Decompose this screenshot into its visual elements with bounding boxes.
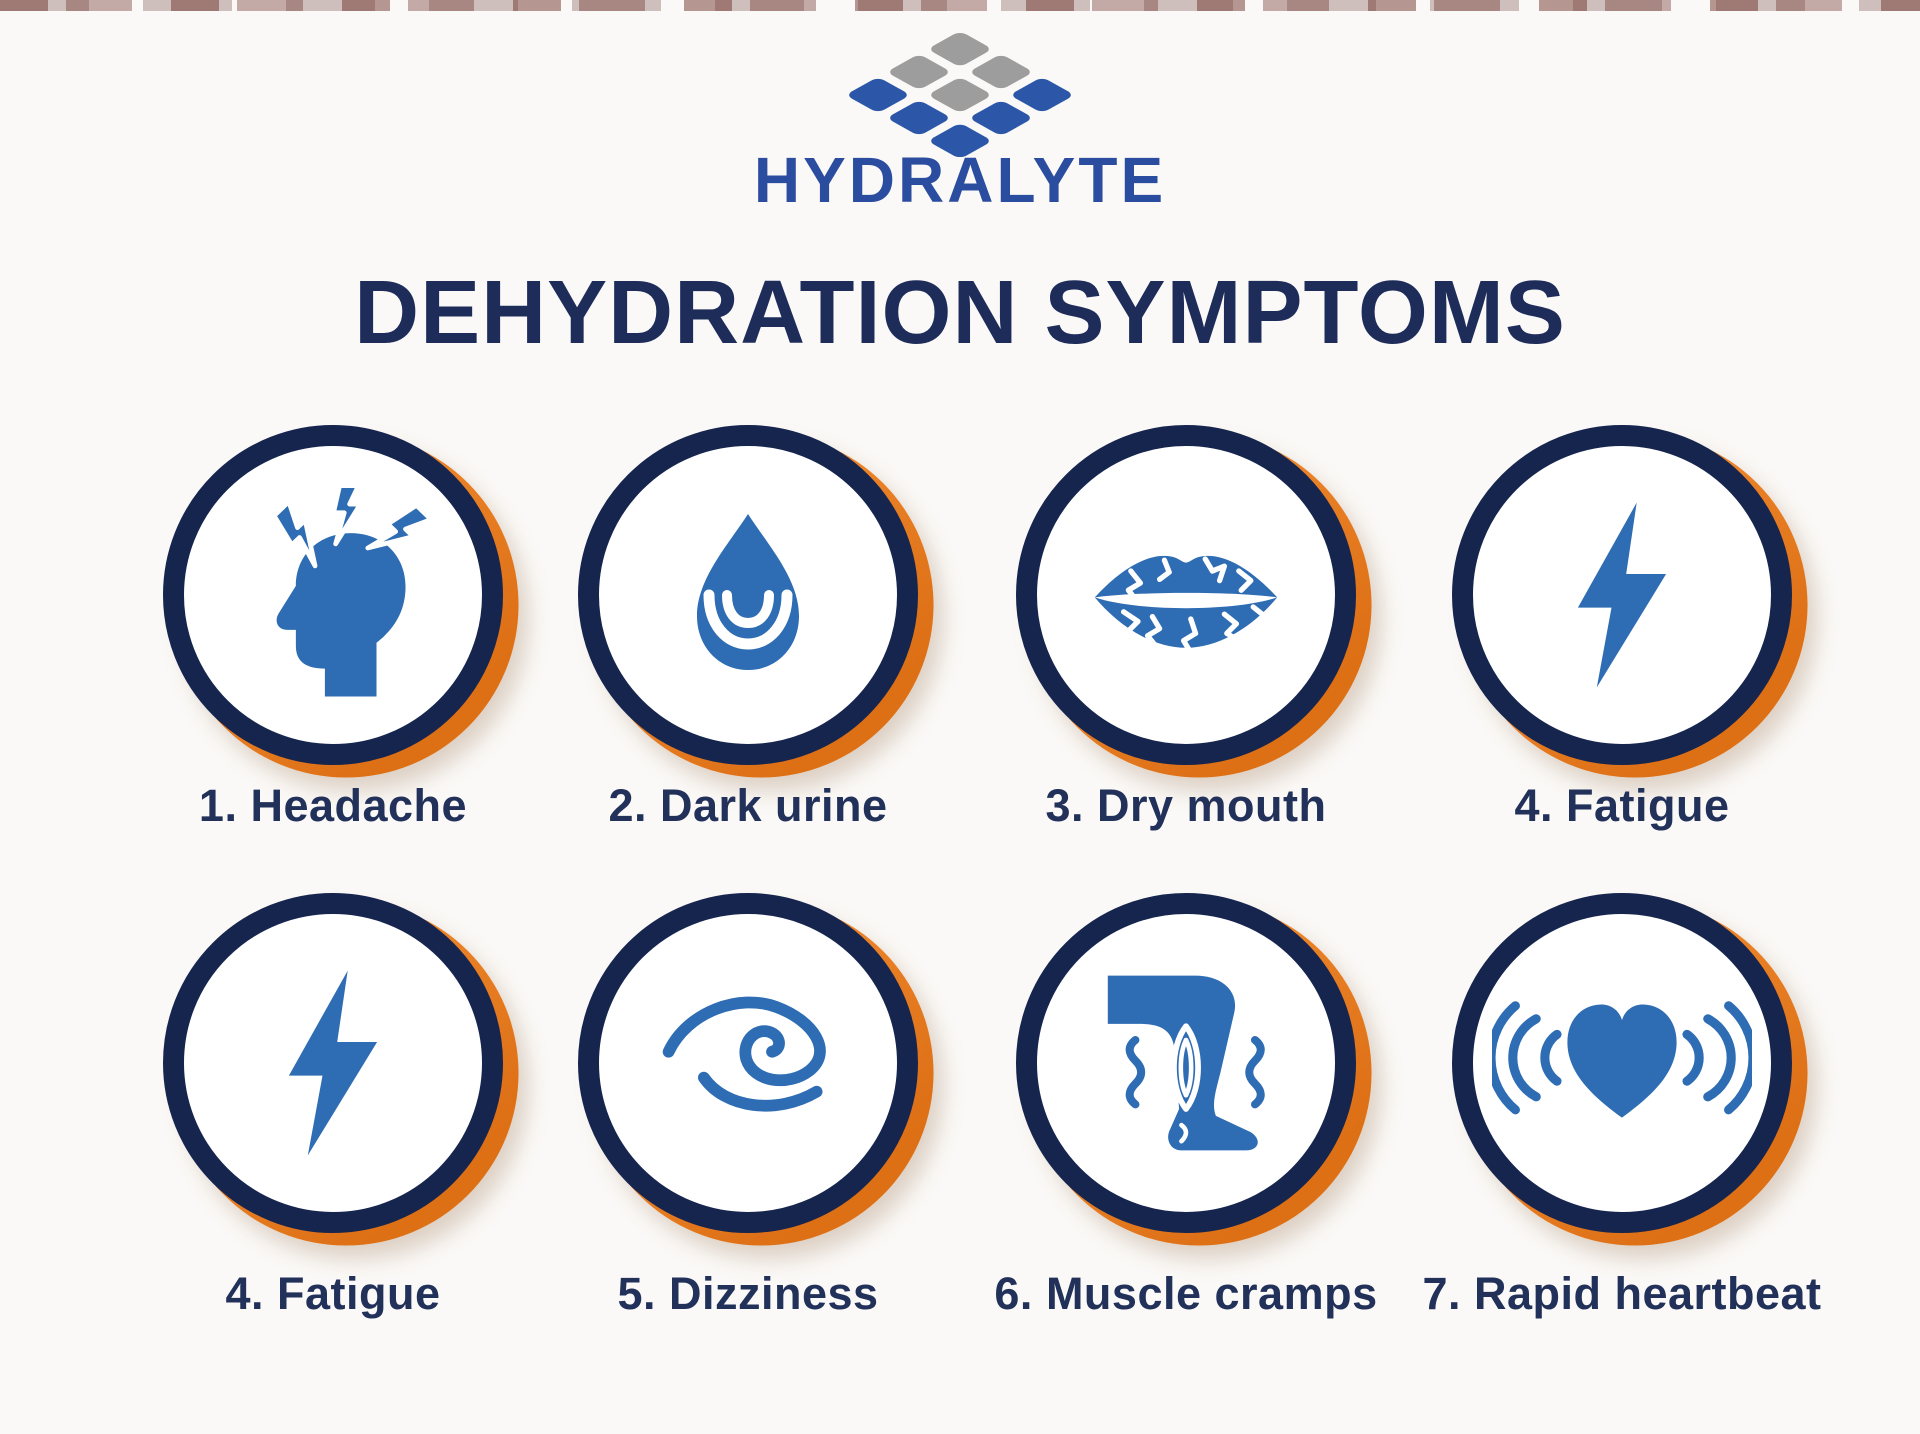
logo-tile xyxy=(968,100,1033,136)
muscle-cramps-leg-icon xyxy=(1071,948,1301,1178)
dry-mouth-lips-icon xyxy=(1066,475,1306,715)
symptom-card-muscle-cramps xyxy=(1016,893,1356,1233)
symptom-label: 6. Muscle cramps xyxy=(994,1268,1378,1319)
symptom-card-dry-mouth xyxy=(1016,425,1356,765)
symptom-card-rapid-heartbeat xyxy=(1452,893,1792,1233)
symptom-circle xyxy=(578,425,918,765)
symptom-card-dark-urine xyxy=(578,425,918,765)
symptom-card-fatigue xyxy=(1452,425,1792,765)
symptom-circle xyxy=(1452,425,1792,765)
symptom-label: 4. Fatigue xyxy=(225,1268,441,1319)
symptom-circle xyxy=(1016,893,1356,1233)
dizziness-spiral-icon xyxy=(631,946,866,1181)
fatigue-bolt-icon xyxy=(1517,490,1727,700)
symptom-card-dizziness xyxy=(578,893,918,1233)
logo-tile xyxy=(845,77,910,113)
symptom-circle xyxy=(163,893,503,1233)
symptom-label: 5. Dizziness xyxy=(617,1268,879,1319)
symptom-label: 4. Fatigue xyxy=(1514,780,1730,831)
hydralyte-logo-icon xyxy=(845,31,1074,159)
logo-tile xyxy=(927,77,992,113)
symptom-circle xyxy=(1452,893,1792,1233)
symptom-circle xyxy=(163,425,503,765)
symptom-circle xyxy=(1016,425,1356,765)
logo-tile xyxy=(886,54,951,90)
symptom-label: 1. Headache xyxy=(198,780,468,831)
fatigue-bolt-icon xyxy=(228,958,438,1168)
symptom-card-headache xyxy=(163,425,503,765)
rapid-heartbeat-icon xyxy=(1492,933,1752,1193)
logo-tile xyxy=(1009,77,1074,113)
headache-icon xyxy=(226,488,441,703)
cropped-text-artifact xyxy=(0,0,1920,11)
logo-tile xyxy=(886,100,951,136)
symptom-label: 7. Rapid heartbeat xyxy=(1422,1268,1822,1319)
symptom-circle xyxy=(578,893,918,1233)
page-title: DEHYDRATION SYMPTOMS xyxy=(354,263,1566,363)
symptom-card-fatigue-2 xyxy=(163,893,503,1233)
logo-tile xyxy=(968,54,1033,90)
logo-tile xyxy=(927,31,992,67)
dark-urine-drop-icon xyxy=(648,495,848,695)
symptom-label: 3. Dry mouth xyxy=(1045,780,1327,831)
brand-name: HYDRALYTE xyxy=(753,144,1167,216)
symptom-label: 2. Dark urine xyxy=(608,780,888,831)
